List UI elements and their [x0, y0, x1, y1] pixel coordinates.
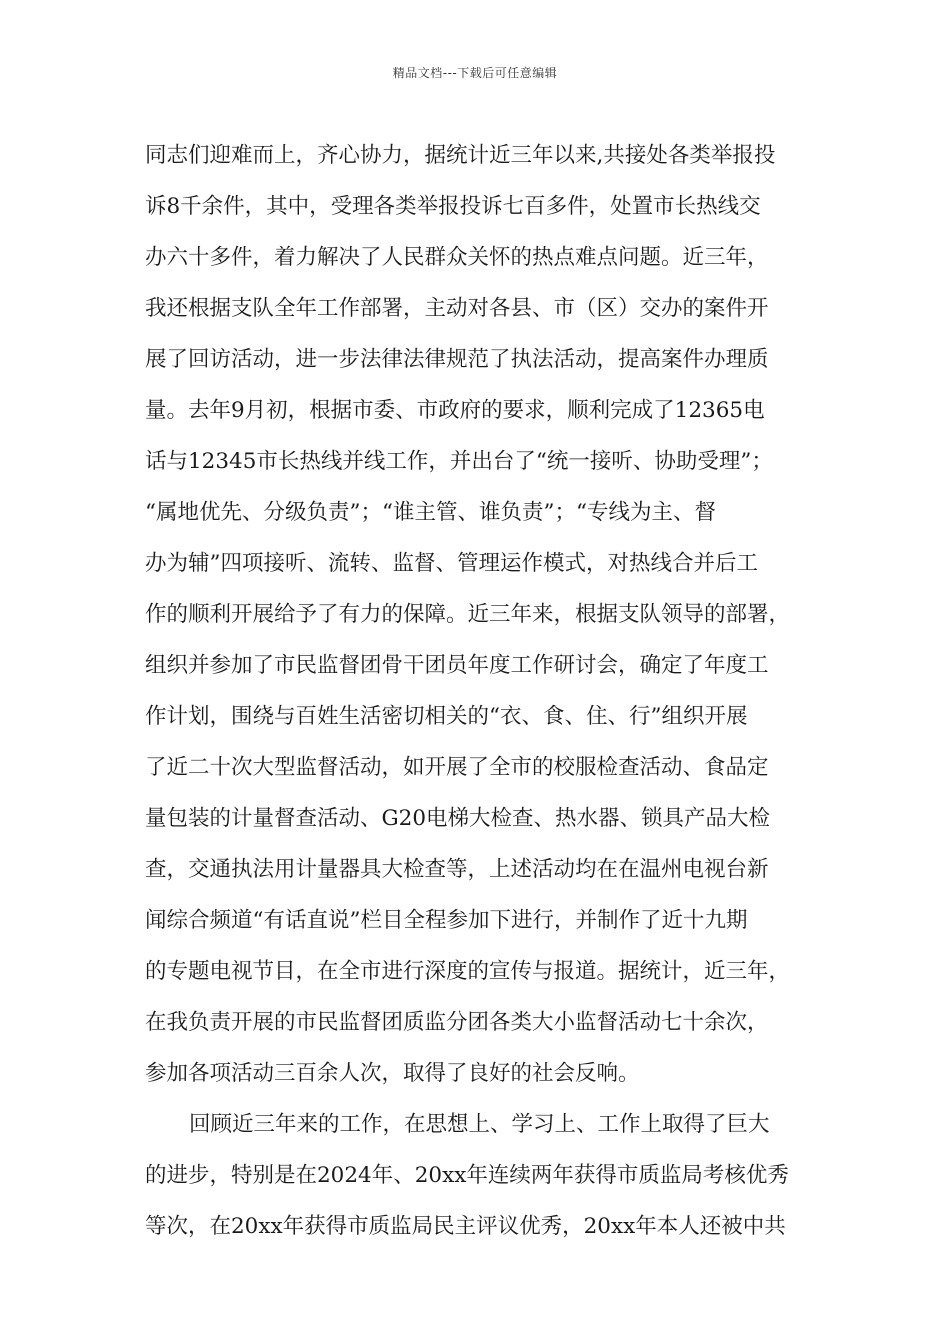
- text-line: 的专题电视节目，在全市进行深度的宣传与报道。据统计，近三年，: [145, 959, 791, 984]
- text-line: 诉8千余件，其中，受理各类举报投诉七百多件，处置市长热线交: [145, 194, 761, 219]
- text-line: 查，交通执法用计量器具大检查等，上述活动均在在温州电视台新: [145, 857, 769, 882]
- text-line: 展了回访活动，进一步法律法律规范了执法活动，提高案件办理质: [145, 347, 769, 372]
- document-body: [145, 130, 825, 1252]
- text-line: 我还根据支队全年工作部署，主动对各县、市（区）交办的案件开: [145, 296, 769, 321]
- text-line: 组织并参加了市民监督团骨干团员年度工作研讨会，确定了年度工: [145, 653, 769, 678]
- text-line: 在我负责开展的市民监督团质监分团各类大小监督活动七十余次，: [145, 1010, 769, 1035]
- text-line: 等次，在20xx年获得市质监局民主评议优秀，20xx年本人还被中共: [145, 1214, 786, 1239]
- text-line: 量。去年9月初，根据市委、市政府的要求，顺利完成了12365电: [145, 398, 765, 423]
- text-line: 作的顺利开展给予了有力的保障。近三年来，根据支队领导的部署，: [145, 602, 791, 627]
- text-line: 闻综合频道“有话直说”栏目全程参加下进行，并制作了近十九期: [145, 908, 748, 933]
- text-line: 同志们迎难而上，齐心协力，据统计近三年以来,共接处各类举报投: [145, 143, 776, 168]
- text-line: 话与12345市长热线并线工作，并出台了“统一接听、协助受理”；: [145, 449, 773, 474]
- text-line: “属地优先、分级负责”；“谁主管、谁负责”；“专线为主、督: [145, 500, 716, 525]
- text-line: 回顾近三年来的工作，在思想上、学习上、工作上取得了巨大: [189, 1112, 770, 1137]
- text-line: 了近二十次大型监督活动，如开展了全市的校服检查活动、食品定: [145, 755, 769, 780]
- text-line: 办六十多件，着力解决了人民群众关怀的热点难点问题。近三年，: [145, 245, 769, 270]
- page-header: 精品文档---下载后可任意编辑: [392, 66, 558, 80]
- text-line: 量包装的计量督查活动、G20电梯大检查、热水器、锁具产品大检: [145, 806, 771, 831]
- text-line: 作计划，围绕与百姓生活密切相关的“衣、食、住、行”组织开展: [145, 704, 748, 729]
- text-line: 的进步，特别是在2024年、20xx年连续两年获得市质监局考核优秀: [145, 1163, 789, 1188]
- text-line: 参加各项活动三百余人次，取得了良好的社会反响。: [145, 1061, 640, 1086]
- text-line: 办为辅”四项接听、流转、监督、管理运作模式，对热线合并后工: [145, 551, 758, 576]
